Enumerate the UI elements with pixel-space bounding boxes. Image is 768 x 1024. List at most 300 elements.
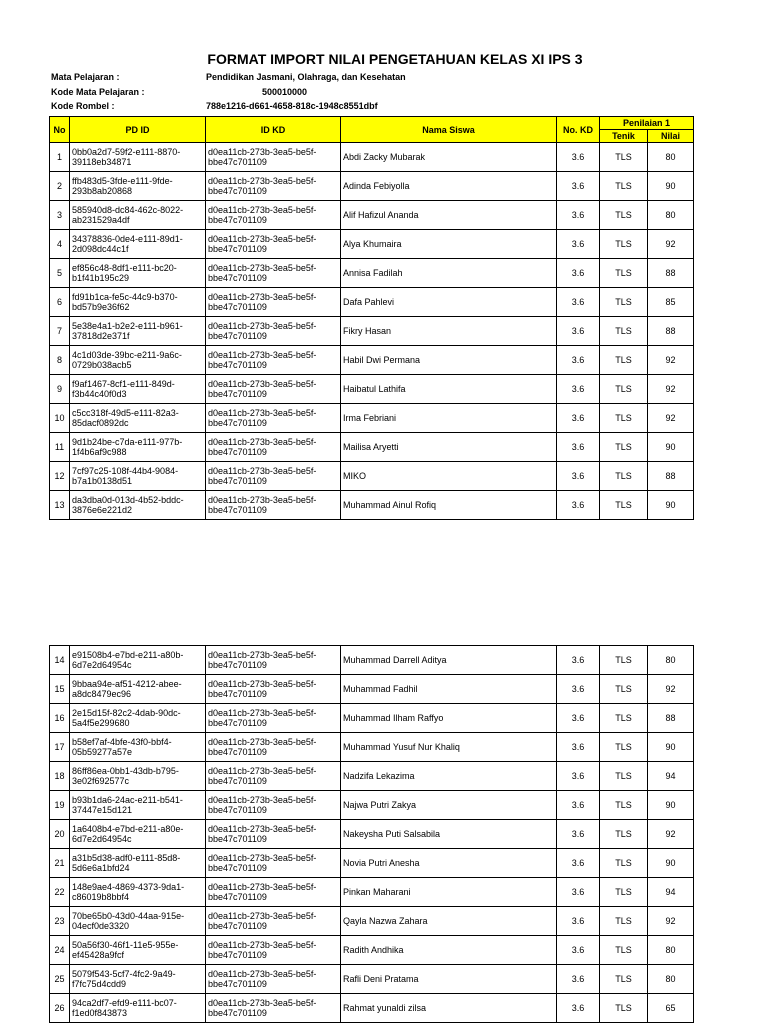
id-kd-line2: bbe47c701109 <box>208 447 267 457</box>
row-no: 17 <box>50 733 70 762</box>
pd-id-line1: 585940d8-dc84-462c-8022- <box>72 205 184 215</box>
row-id-kd <box>206 820 341 849</box>
row-pd-id <box>70 791 206 820</box>
row-nama-siswa: Rafli Deni Pratama <box>341 965 557 994</box>
row-pd-id <box>70 646 206 675</box>
id-kd-line2: bbe47c701109 <box>208 979 267 989</box>
pd-id-line1: 9d1b24be-c7da-e111-977b- <box>72 437 183 447</box>
pd-id-line1: a31b5d38-adf0-e111-85d8- <box>72 853 181 863</box>
row-id-kd <box>206 230 341 259</box>
pd-id-line1: 2e15d15f-82c2-4dab-90dc- <box>72 708 181 718</box>
row-nama-siswa: Pinkan Maharani <box>341 878 557 907</box>
table-row <box>50 791 694 820</box>
row-no-kd: 3.6 <box>557 733 600 762</box>
id-kd-line2: bbe47c701109 <box>208 505 267 515</box>
row-nama-siswa: Dafa Pahlevi <box>341 288 557 317</box>
table-row <box>50 878 694 907</box>
row-tenik: TLS <box>600 646 648 675</box>
row-no-kd: 3.6 <box>557 404 600 433</box>
row-nilai: 90 <box>648 172 694 201</box>
pd-id-line1: b58ef7af-4bfe-43f0-bbf4- <box>72 737 172 747</box>
row-nama-siswa: Muhammad Yusuf Nur Khaliq <box>341 733 557 762</box>
row-nilai: 88 <box>648 317 694 346</box>
row-pd-id <box>70 936 206 965</box>
row-nama-siswa: Irma Febriani <box>341 404 557 433</box>
pd-id-line1: 50a56f30-46f1-11e5-955e- <box>72 940 179 950</box>
row-nama-siswa: Muhammad Darrell Aditya <box>341 646 557 675</box>
row-no-kd: 3.6 <box>557 433 600 462</box>
id-kd-line1: d0ea11cb-273b-3ea5-be5f- <box>208 408 317 418</box>
row-pd-id <box>70 675 206 704</box>
row-nilai: 80 <box>648 646 694 675</box>
table-row <box>50 375 694 404</box>
pd-id-line1: 9bbaa94e-af51-4212-abee- <box>72 679 182 689</box>
pd-id-line1: 5e38e4a1-b2e2-e111-b961- <box>72 321 183 331</box>
id-kd-line1: d0ea11cb-273b-3ea5-be5f- <box>208 766 317 776</box>
row-nilai: 88 <box>648 704 694 733</box>
id-kd-line1: d0ea11cb-273b-3ea5-be5f- <box>208 292 317 302</box>
row-nama-siswa: Rahmat yunaldi zilsa <box>341 994 557 1023</box>
id-kd-line1: d0ea11cb-273b-3ea5-be5f- <box>208 263 317 273</box>
table-row <box>50 433 694 462</box>
row-no-kd: 3.6 <box>557 375 600 404</box>
pd-id-line1: 7cf97c25-108f-44b4-9084- <box>72 466 179 476</box>
row-nilai: 92 <box>648 375 694 404</box>
id-kd-line1: d0ea11cb-273b-3ea5-be5f- <box>208 437 317 447</box>
id-kd-line1: d0ea11cb-273b-3ea5-be5f- <box>208 176 317 186</box>
kode-mapel-value: 500010000 <box>262 87 308 97</box>
table-row <box>50 733 694 762</box>
row-pd-id <box>70 849 206 878</box>
row-no: 7 <box>50 317 70 346</box>
row-no-kd: 3.6 <box>557 143 600 172</box>
row-nilai: 92 <box>648 404 694 433</box>
rombel-value: 788e1216-d661-4658-818c-1948c8551dbf <box>206 101 378 111</box>
row-no-kd: 3.6 <box>557 820 600 849</box>
id-kd-line1: d0ea11cb-273b-3ea5-be5f- <box>208 679 317 689</box>
table-row <box>50 965 694 994</box>
table-row <box>50 994 694 1023</box>
row-pd-id <box>70 259 206 288</box>
row-no-kd: 3.6 <box>557 704 600 733</box>
row-tenik: TLS <box>600 907 648 936</box>
row-pd-id <box>70 404 206 433</box>
row-no-kd: 3.6 <box>557 849 600 878</box>
table-row <box>50 849 694 878</box>
pd-id-line1: 1a6408b4-e7bd-e211-a80e- <box>72 824 184 834</box>
row-nilai: 90 <box>648 433 694 462</box>
row-id-kd <box>206 404 341 433</box>
pd-id-line2: bd57b9e36f62 <box>72 302 130 312</box>
mapel-label: Mata Pelajaran : <box>51 72 120 82</box>
id-kd-line2: bbe47c701109 <box>208 1008 267 1018</box>
pd-id-line1: 0bb0a2d7-59f2-e111-8870- <box>72 147 181 157</box>
pd-id-line2: b1f41b195c29 <box>72 273 130 283</box>
row-no: 3 <box>50 201 70 230</box>
pd-id-line2: 37447e15d121 <box>72 805 133 815</box>
id-kd-line1: d0ea11cb-273b-3ea5-be5f- <box>208 379 317 389</box>
pd-id-line2: 05b59277a57e <box>72 747 133 757</box>
row-no: 9 <box>50 375 70 404</box>
id-kd-line1: d0ea11cb-273b-3ea5-be5f- <box>208 650 317 660</box>
row-tenik: TLS <box>600 143 648 172</box>
row-no-kd: 3.6 <box>557 491 600 520</box>
page-title: FORMAT IMPORT NILAI PENGETAHUAN KELAS XI IPS 3 <box>207 51 583 67</box>
row-id-kd <box>206 288 341 317</box>
id-kd-line2: bbe47c701109 <box>208 921 267 931</box>
row-nilai: 92 <box>648 907 694 936</box>
id-kd-line2: bbe47c701109 <box>208 776 267 786</box>
row-nilai: 92 <box>648 675 694 704</box>
row-id-kd <box>206 259 341 288</box>
row-nama-siswa: Novia Putri Anesha <box>341 849 557 878</box>
id-kd-line2: bbe47c701109 <box>208 950 267 960</box>
pd-id-line2: b7a1b0138d51 <box>72 476 133 486</box>
row-nama-siswa: Najwa Putri Zakya <box>341 791 557 820</box>
pd-id-line2: 6d7e2d64954c <box>72 660 132 670</box>
id-kd-line2: bbe47c701109 <box>208 273 267 283</box>
row-pd-id <box>70 201 206 230</box>
row-nilai: 94 <box>648 878 694 907</box>
pd-id-line1: f9af1467-8cf1-e111-849d- <box>72 379 175 389</box>
table-row <box>50 404 694 433</box>
pd-id-line2: 3e02f692577c <box>72 776 130 786</box>
row-no: 24 <box>50 936 70 965</box>
row-nama-siswa: Muhammad Fadhil <box>341 675 557 704</box>
row-nama-siswa: Nakeysha Puti Salsabila <box>341 820 557 849</box>
row-nama-siswa: Muhammad Ilham Raffyo <box>341 704 557 733</box>
row-nilai: 80 <box>648 936 694 965</box>
row-no-kd: 3.6 <box>557 172 600 201</box>
row-id-kd <box>206 433 341 462</box>
table-row <box>50 317 694 346</box>
pd-id-line2: 2d098dc44c1f <box>72 244 129 254</box>
row-nilai: 90 <box>648 849 694 878</box>
row-pd-id <box>70 878 206 907</box>
table-row <box>50 462 694 491</box>
row-nama-siswa: Habil Dwi Permana <box>341 346 557 375</box>
row-tenik: TLS <box>600 172 648 201</box>
id-kd-line2: bbe47c701109 <box>208 244 267 254</box>
row-nilai: 92 <box>648 346 694 375</box>
row-no: 2 <box>50 172 70 201</box>
id-kd-line2: bbe47c701109 <box>208 476 267 486</box>
row-tenik: TLS <box>600 201 648 230</box>
row-no-kd: 3.6 <box>557 346 600 375</box>
id-kd-line1: d0ea11cb-273b-3ea5-be5f- <box>208 853 317 863</box>
pd-id-line2: c86019b8bbf4 <box>72 892 130 902</box>
pd-id-line1: e91508b4-e7bd-e211-a80b- <box>72 650 184 660</box>
row-no-kd: 3.6 <box>557 288 600 317</box>
row-no: 19 <box>50 791 70 820</box>
id-kd-line2: bbe47c701109 <box>208 718 267 728</box>
row-pd-id <box>70 317 206 346</box>
id-kd-line1: d0ea11cb-273b-3ea5-be5f- <box>208 350 317 360</box>
pd-id-line1: ffb483d5-3fde-e111-9fde- <box>72 176 173 186</box>
pd-id-line1: b93b1da6-24ac-e211-b541- <box>72 795 183 805</box>
row-no-kd: 3.6 <box>557 936 600 965</box>
row-no: 8 <box>50 346 70 375</box>
pd-id-line2: a8dc8479ec96 <box>72 689 132 699</box>
row-tenik: TLS <box>600 230 648 259</box>
row-id-kd <box>206 143 341 172</box>
pd-id-line2: 0729b038acb5 <box>72 360 132 370</box>
row-no-kd: 3.6 <box>557 762 600 791</box>
table-row <box>50 230 694 259</box>
row-pd-id <box>70 346 206 375</box>
id-kd-line1: d0ea11cb-273b-3ea5-be5f- <box>208 969 317 979</box>
table-row <box>50 762 694 791</box>
table-row <box>50 675 694 704</box>
pd-id-line2: 5a4f5e299680 <box>72 718 130 728</box>
id-kd-line2: bbe47c701109 <box>208 331 267 341</box>
row-tenik: TLS <box>600 433 648 462</box>
pd-id-line1: 34378836-0de4-e111-89d1- <box>72 234 183 244</box>
id-kd-line2: bbe47c701109 <box>208 747 267 757</box>
row-tenik: TLS <box>600 462 648 491</box>
table-row <box>50 143 694 172</box>
row-no-kd: 3.6 <box>557 907 600 936</box>
row-tenik: TLS <box>600 762 648 791</box>
row-no: 16 <box>50 704 70 733</box>
header-nilai: Nilai <box>648 130 694 143</box>
row-no: 1 <box>50 143 70 172</box>
pd-id-line1: ef856c48-8df1-e111-bc20- <box>72 263 177 273</box>
id-kd-line2: bbe47c701109 <box>208 215 267 225</box>
table-row <box>50 704 694 733</box>
row-id-kd <box>206 462 341 491</box>
row-nilai: 80 <box>648 143 694 172</box>
grade-table-part-2 <box>49 645 694 1023</box>
row-nilai: 80 <box>648 965 694 994</box>
row-pd-id <box>70 704 206 733</box>
row-nama-siswa: Nadzifa Lekazima <box>341 762 557 791</box>
id-kd-line1: d0ea11cb-273b-3ea5-be5f- <box>208 824 317 834</box>
id-kd-line1: d0ea11cb-273b-3ea5-be5f- <box>208 940 317 950</box>
row-pd-id <box>70 820 206 849</box>
row-tenik: TLS <box>600 936 648 965</box>
row-nama-siswa: Haibatul Lathifa <box>341 375 557 404</box>
pd-id-line2: 6d7e2d64954c <box>72 834 132 844</box>
row-tenik: TLS <box>600 259 648 288</box>
row-pd-id <box>70 288 206 317</box>
row-id-kd <box>206 733 341 762</box>
row-nama-siswa: Alya Khumaira <box>341 230 557 259</box>
header-tenik: Tenik <box>600 130 648 143</box>
row-nilai: 65 <box>648 994 694 1023</box>
id-kd-line1: d0ea11cb-273b-3ea5-be5f- <box>208 205 317 215</box>
pd-id-line1: 70be65b0-43d0-44aa-915e- <box>72 911 185 921</box>
id-kd-line1: d0ea11cb-273b-3ea5-be5f- <box>208 911 317 921</box>
id-kd-line1: d0ea11cb-273b-3ea5-be5f- <box>208 882 317 892</box>
row-no: 18 <box>50 762 70 791</box>
table-row <box>50 346 694 375</box>
row-pd-id <box>70 733 206 762</box>
row-no: 6 <box>50 288 70 317</box>
row-no-kd: 3.6 <box>557 259 600 288</box>
row-no-kd: 3.6 <box>557 201 600 230</box>
row-tenik: TLS <box>600 849 648 878</box>
row-nilai: 90 <box>648 791 694 820</box>
row-pd-id <box>70 230 206 259</box>
row-nilai: 94 <box>648 762 694 791</box>
row-tenik: TLS <box>600 791 648 820</box>
id-kd-line2: bbe47c701109 <box>208 418 267 428</box>
table-row <box>50 201 694 230</box>
id-kd-line1: d0ea11cb-273b-3ea5-be5f- <box>208 321 317 331</box>
row-pd-id <box>70 462 206 491</box>
row-no-kd: 3.6 <box>557 994 600 1023</box>
row-no-kd: 3.6 <box>557 646 600 675</box>
row-id-kd <box>206 704 341 733</box>
row-nilai: 90 <box>648 491 694 520</box>
row-no: 11 <box>50 433 70 462</box>
id-kd-line1: d0ea11cb-273b-3ea5-be5f- <box>208 795 317 805</box>
pd-id-line2: 04ecf0de3320 <box>72 921 130 931</box>
table-row <box>50 172 694 201</box>
row-no-kd: 3.6 <box>557 878 600 907</box>
row-id-kd <box>206 907 341 936</box>
header-no-kd: No. KD <box>557 117 600 143</box>
row-id-kd <box>206 172 341 201</box>
row-tenik: TLS <box>600 375 648 404</box>
row-id-kd <box>206 646 341 675</box>
row-no: 22 <box>50 878 70 907</box>
row-tenik: TLS <box>600 704 648 733</box>
row-nilai: 80 <box>648 201 694 230</box>
row-tenik: TLS <box>600 404 648 433</box>
row-nama-siswa: MIKO <box>341 462 557 491</box>
pd-id-line1: 86ff86ea-0bb1-43db-b795- <box>72 766 179 776</box>
pd-id-line2: ef45428a9fcf <box>72 950 125 960</box>
row-no-kd: 3.6 <box>557 317 600 346</box>
table-row <box>50 907 694 936</box>
pd-id-line1: da3dba0d-013d-4b52-bddc- <box>72 495 184 505</box>
id-kd-line1: d0ea11cb-273b-3ea5-be5f- <box>208 998 317 1008</box>
row-id-kd <box>206 849 341 878</box>
row-id-kd <box>206 936 341 965</box>
rombel-label: Kode Rombel : <box>51 101 115 111</box>
id-kd-line1: d0ea11cb-273b-3ea5-be5f- <box>208 495 317 505</box>
header-penilaian: Penilaian 1 <box>600 117 694 130</box>
row-nilai: 85 <box>648 288 694 317</box>
id-kd-line1: d0ea11cb-273b-3ea5-be5f- <box>208 737 317 747</box>
pd-id-line1: 4c1d03de-39bc-e211-9a6c- <box>72 350 182 360</box>
pd-id-line1: 94ca2df7-efd9-e111-bc07- <box>72 998 177 1008</box>
row-no-kd: 3.6 <box>557 462 600 491</box>
row-pd-id <box>70 172 206 201</box>
header-nama-siswa: Nama Siswa <box>341 117 557 143</box>
id-kd-line2: bbe47c701109 <box>208 389 267 399</box>
grade-table-part-1 <box>49 116 694 520</box>
row-no: 15 <box>50 675 70 704</box>
row-pd-id <box>70 143 206 172</box>
row-no-kd: 3.6 <box>557 230 600 259</box>
row-no: 4 <box>50 230 70 259</box>
pd-id-line1: fd91b1ca-fe5c-44c9-b370- <box>72 292 178 302</box>
id-kd-line2: bbe47c701109 <box>208 360 267 370</box>
row-id-kd <box>206 878 341 907</box>
row-no: 20 <box>50 820 70 849</box>
mapel-value: Pendidikan Jasmani, Olahraga, dan Kesehatan <box>206 72 406 82</box>
row-tenik: TLS <box>600 878 648 907</box>
id-kd-line2: bbe47c701109 <box>208 186 267 196</box>
row-pd-id <box>70 965 206 994</box>
row-nilai: 92 <box>648 230 694 259</box>
pd-id-line2: 39118eb34871 <box>72 157 132 167</box>
row-nama-siswa: Annisa Fadilah <box>341 259 557 288</box>
table-row <box>50 288 694 317</box>
row-tenik: TLS <box>600 317 648 346</box>
row-tenik: TLS <box>600 733 648 762</box>
row-pd-id <box>70 433 206 462</box>
row-nama-siswa: Fikry Hasan <box>341 317 557 346</box>
row-no-kd: 3.6 <box>557 675 600 704</box>
header-pd-id: PD ID <box>70 117 206 143</box>
id-kd-line2: bbe47c701109 <box>208 834 267 844</box>
row-no-kd: 3.6 <box>557 791 600 820</box>
pd-id-line2: f3b44c40f0d3 <box>72 389 127 399</box>
row-id-kd <box>206 994 341 1023</box>
pd-id-line1: 148e9ae4-4869-4373-9da1- <box>72 882 185 892</box>
row-pd-id <box>70 491 206 520</box>
row-nilai: 88 <box>648 259 694 288</box>
row-nilai: 90 <box>648 733 694 762</box>
row-id-kd <box>206 791 341 820</box>
row-nama-siswa: Radith Andhika <box>341 936 557 965</box>
row-no-kd: 3.6 <box>557 965 600 994</box>
id-kd-line2: bbe47c701109 <box>208 660 267 670</box>
row-pd-id <box>70 762 206 791</box>
row-nama-siswa: Abdi Zacky Mubarak <box>341 143 557 172</box>
row-no: 14 <box>50 646 70 675</box>
row-no: 10 <box>50 404 70 433</box>
id-kd-line2: bbe47c701109 <box>208 805 267 815</box>
row-no: 21 <box>50 849 70 878</box>
id-kd-line2: bbe47c701109 <box>208 863 267 873</box>
row-pd-id <box>70 994 206 1023</box>
pd-id-line1: 5079f543-5cf7-4fc2-9a49- <box>72 969 176 979</box>
table-row <box>50 936 694 965</box>
row-nama-siswa: Mailisa Aryetti <box>341 433 557 462</box>
row-no: 12 <box>50 462 70 491</box>
row-nama-siswa: Alif Hafizul Ananda <box>341 201 557 230</box>
pd-id-line2: ab231529a4df <box>72 215 130 225</box>
pd-id-line2: 85dacf0892dc <box>72 418 129 428</box>
row-pd-id <box>70 375 206 404</box>
pd-id-line2: 293b8ab20868 <box>72 186 133 196</box>
row-id-kd <box>206 762 341 791</box>
row-tenik: TLS <box>600 820 648 849</box>
pd-id-line2: f1ed0f843873 <box>72 1008 128 1018</box>
id-kd-line1: d0ea11cb-273b-3ea5-be5f- <box>208 708 317 718</box>
header-id-kd: ID KD <box>206 117 341 143</box>
table-row <box>50 820 694 849</box>
row-id-kd <box>206 965 341 994</box>
kode-mapel-label: Kode Mata Pelajaran : <box>51 87 145 97</box>
id-kd-line2: bbe47c701109 <box>208 892 267 902</box>
table-row <box>50 259 694 288</box>
row-id-kd <box>206 201 341 230</box>
header-no: No <box>50 117 70 143</box>
table-row <box>50 646 694 675</box>
row-tenik: TLS <box>600 346 648 375</box>
pd-id-line2: 5d6e6a1bfd24 <box>72 863 130 873</box>
id-kd-line1: d0ea11cb-273b-3ea5-be5f- <box>208 147 317 157</box>
id-kd-line2: bbe47c701109 <box>208 157 267 167</box>
row-no: 26 <box>50 994 70 1023</box>
row-tenik: TLS <box>600 994 648 1023</box>
